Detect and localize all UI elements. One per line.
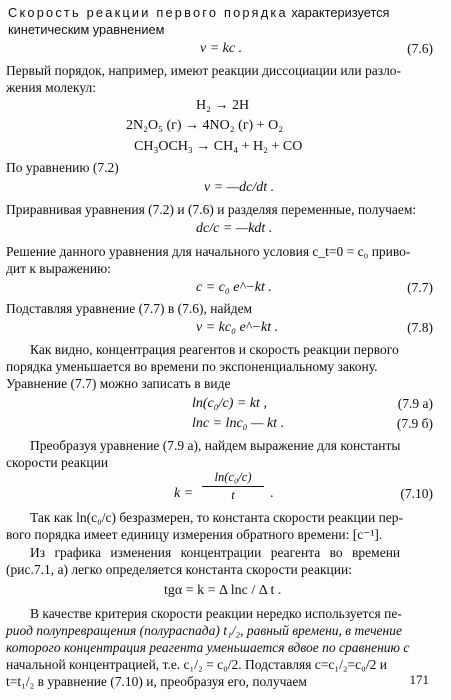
equation-tangent: tgα = k = Δ lnc / Δ t . <box>164 583 282 598</box>
paragraph-dimensionless-line-2: вого порядка имеет единицу измерения обратного времени: [c⁻¹]. <box>6 527 383 542</box>
paragraph-half-life-line-3: которого концентрация реагента уменьшается вдвое по сравнению с <box>6 640 410 655</box>
equation-7-10-tail: . <box>270 486 274 501</box>
equation-7-10-lhs: k = <box>174 486 194 501</box>
equation-number-7-8: (7.8) <box>407 320 433 335</box>
equation-7-6: v = kc . <box>200 41 243 56</box>
equation-number-7-7: (7.7) <box>407 280 433 295</box>
paragraph-first-order-line-2: жения молекул: <box>6 80 97 95</box>
equation-number-7-9a: (7.9 а) <box>397 396 433 411</box>
reaction-2: 2N₂O₅ (г) → 4NO₂ (г) + O₂ <box>126 118 284 133</box>
paragraph-transforming-line-1: Преобразуя уравнение (7.9 а), найдем выражение для константы <box>30 438 401 453</box>
fraction-denominator: t <box>231 488 235 502</box>
equation-7-9a: ln(c₀/c) = kt , <box>192 396 267 411</box>
equation-7-9b: lnc = lnc₀ — kt . <box>192 416 285 431</box>
paragraph-solution-line-1: Решение данного уравнения для начального условия c_t=0 = c₀ приво- <box>6 244 411 259</box>
paragraph-intro-line-2: кинетическим уравнением <box>8 22 165 37</box>
paragraph-graph-line-1: Из графика изменения концентрации реагента во времени <box>30 545 401 560</box>
equation-separated: dc/c = —kdt . <box>196 221 273 236</box>
paragraph-as-seen-line-3: Уравнение (7.7) можно записать в виде <box>6 376 231 391</box>
equation-7-8: v = kc₀ e^−kt . <box>196 320 279 335</box>
fraction-bar <box>202 486 264 487</box>
paragraph-equating: Приравнивая уравнения (7.2) и (7.6) и разделяя переменные, получаем: <box>6 202 417 217</box>
fraction-numerator: ln(c₀/c) <box>214 470 252 484</box>
paragraph-half-life-line-2: риод полупревращения (полураспада) t₁/₂, равный времени, в течение <box>6 623 402 638</box>
reaction-1: H₂ → 2H <box>196 98 250 113</box>
paragraph-graph-line-2: (рис.7.1, а) легко определяется константа скорости реакции: <box>6 562 352 577</box>
equation-number-7-9b: (7.9 б) <box>396 416 433 431</box>
paragraph-intro-line-1: Скорость реакции первого порядка характеризуется <box>8 5 390 20</box>
equation-7-10-fraction <box>202 470 264 503</box>
paragraph-as-seen-line-2: порядка уменьшается во времени по экспоненциальному закону. <box>6 359 378 374</box>
equation-7-2: v = —dc/dt . <box>204 180 275 195</box>
paragraph-as-seen-line-1: Как видно, концентрация реагентов и скорость реакции первого <box>30 342 399 357</box>
paragraph-transforming-line-2: скорости реакции <box>6 455 109 470</box>
equation-7-7: c = c₀ e^−kt . <box>196 280 272 295</box>
paragraph-by-equation: По уравнению (7.2) <box>6 160 119 175</box>
paragraph-substituting: Подставляя уравнение (7.7) в (7.6), найдем <box>6 301 253 316</box>
paragraph-dimensionless-line-1: Так как ln(c₀/c) безразмерен, то константа скорости реакции пер- <box>30 510 404 525</box>
equation-number-7-10: (7.10) <box>400 486 433 501</box>
paragraph-solution-line-2: дит к выражению: <box>6 261 111 276</box>
paragraph-half-life-line-4: начальной концентрацией, т.е. c₁/₂ = c₀/2. Подставляя c=c₁/₂=c₀/2 и <box>6 657 387 672</box>
paragraph-first-order-line-1: Первый порядок, например, имеют реакции диссоциации или разло- <box>6 63 402 78</box>
page-number: 171 <box>409 672 429 687</box>
paragraph-half-life-line-1: В качестве критерия скорости реакции нередко используется пе- <box>30 606 402 621</box>
reaction-3: CH₃OCH₃ → CH₄ + H₂ + CO <box>134 139 303 154</box>
paragraph-half-life-line-5: t=t₁/₂ в уравнение (7.10) и, преобразуя его, получаем <box>6 674 307 689</box>
equation-number-7-6: (7.6) <box>407 41 433 56</box>
